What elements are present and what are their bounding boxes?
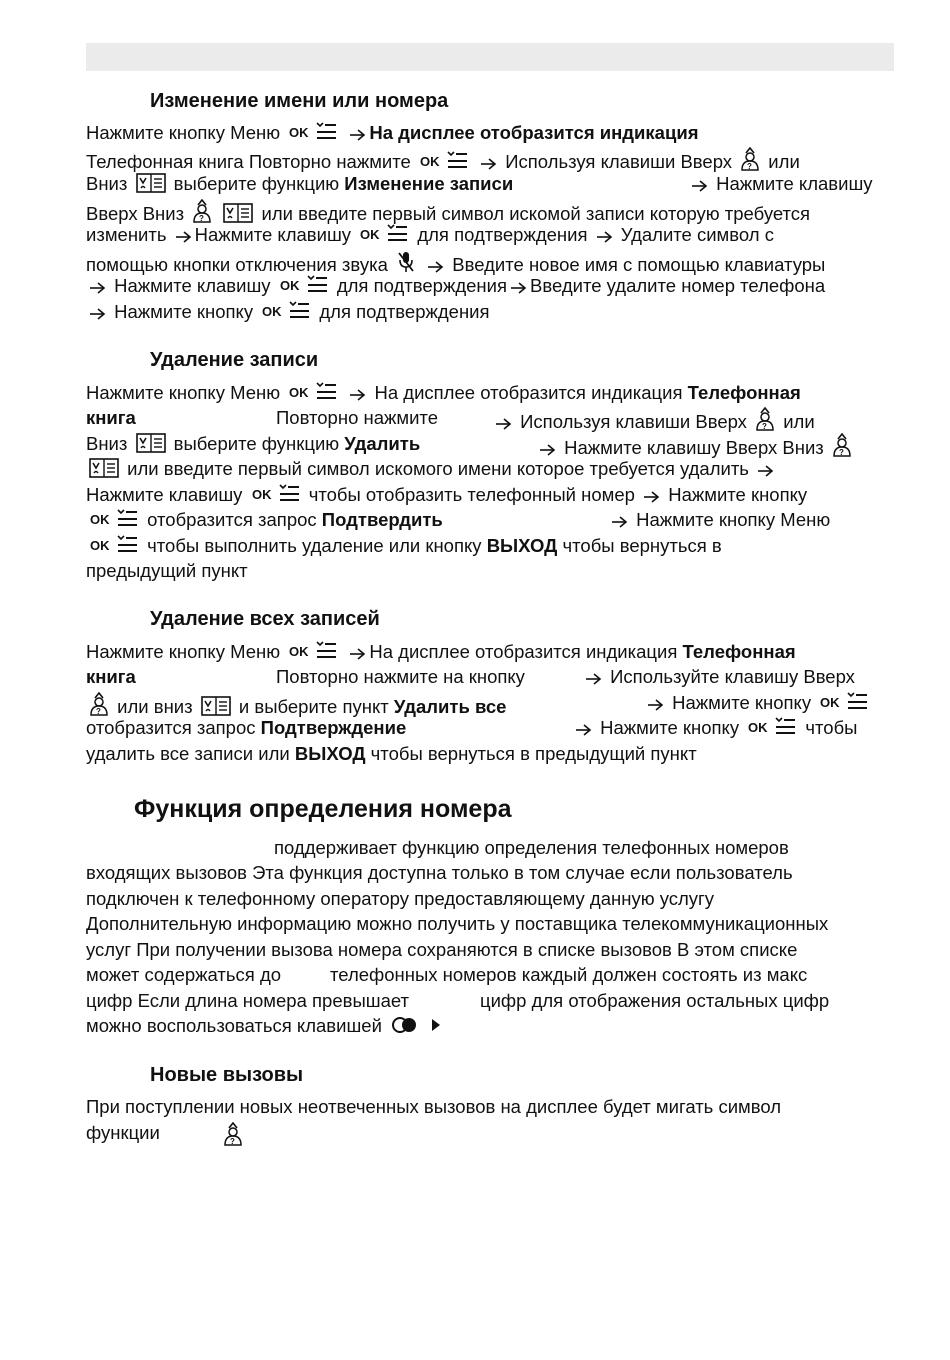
text-line: входящих вызовов Эта функция доступна только в том случае если пользователь bbox=[86, 862, 793, 883]
ok-menu-icon bbox=[747, 717, 797, 742]
text-line: предыдущий пункт bbox=[86, 560, 248, 581]
svg-text:?: ? bbox=[96, 707, 101, 716]
text-line: Нажмите кнопку Меню OK На дисплее отобразится индикация Телефонная bbox=[86, 382, 801, 407]
arrow-icon bbox=[349, 125, 366, 147]
text-line: услуг При получении вызова номера сохраняются в списке вызовов В этом списке bbox=[86, 939, 798, 960]
text-line: телефонных номеров каждый должен состоять из макс bbox=[330, 964, 808, 985]
text-line: Нажмите кнопку OK чтобы bbox=[572, 717, 857, 742]
text-line: Нажмите клавишу bbox=[688, 173, 873, 198]
arrow-icon bbox=[585, 669, 602, 691]
call-log-icon bbox=[223, 1122, 243, 1151]
arrow-icon bbox=[349, 385, 366, 407]
text-line: может содержаться до bbox=[86, 964, 282, 985]
svg-text:OK: OK bbox=[820, 695, 840, 710]
call-log-icon bbox=[832, 433, 852, 462]
arrow-icon bbox=[349, 644, 366, 666]
arrow-icon bbox=[757, 461, 774, 483]
text-line: отобразится запрос Подтверждение bbox=[86, 717, 407, 738]
text-line: можно воспользоваться клавишей bbox=[86, 1015, 449, 1040]
text-line: Нажмите кнопку OK bbox=[644, 692, 872, 717]
ok-menu-icon bbox=[288, 641, 338, 666]
arrow-icon bbox=[691, 176, 708, 198]
arrow-icon bbox=[596, 227, 613, 249]
text-line: удалить все записи или ВЫХОД чтобы вернуться в предыдущий пункт bbox=[86, 743, 697, 764]
ok-menu-icon bbox=[819, 692, 869, 717]
text-line: Повторно нажмите bbox=[276, 407, 438, 428]
arrow-icon bbox=[647, 695, 664, 717]
arrow-icon bbox=[611, 512, 628, 534]
svg-text:?: ? bbox=[838, 448, 844, 457]
top-header-bar bbox=[86, 43, 894, 71]
heading-delete-all: Удаление всех записей bbox=[150, 608, 380, 630]
ok-menu-icon bbox=[89, 535, 139, 560]
text-line: Используйте клавишу Вверх bbox=[582, 666, 855, 691]
text-line: или введите первый символ искомого имени которое требуется удалить bbox=[86, 458, 777, 483]
text-line: Нажмите кнопку Меню OK На дисплее отобразится индикация Телефонная bbox=[86, 641, 796, 666]
text-line: Нажмите кнопку OK для подтверждения bbox=[86, 301, 490, 326]
svg-text:OK: OK bbox=[289, 125, 309, 140]
text-line: поддерживает функцию определения телефонных номеров bbox=[274, 837, 789, 858]
svg-text:OK: OK bbox=[748, 720, 768, 735]
svg-text:OK: OK bbox=[279, 278, 300, 293]
arrow-icon bbox=[175, 227, 192, 249]
phonebook-icon bbox=[136, 173, 166, 198]
svg-text:OK: OK bbox=[360, 227, 380, 242]
text-line: Нажмите клавишу OK чтобы отобразить телефонный номер Нажмите кнопку bbox=[86, 484, 807, 509]
text-line: Нажмите кнопку Меню bbox=[608, 509, 830, 534]
text-line: книга bbox=[86, 407, 136, 428]
text-line: OK чтобы выполнить удаление или кнопку ВЫХОД чтобы вернуться в bbox=[86, 535, 722, 560]
svg-text:?: ? bbox=[747, 162, 753, 171]
text-line bbox=[220, 1122, 246, 1151]
ok-menu-icon bbox=[359, 224, 409, 249]
text-line: подключен к телефонному оператору предоставляющему данную услугу bbox=[86, 888, 715, 909]
arrow-icon bbox=[89, 304, 106, 326]
text-line: Вверх Вниз ? или введите первый символ искомой записи которую требуется bbox=[86, 199, 810, 228]
text-line: помощью кнопки отключения звука Введите новое имя с помощью клавиатуры bbox=[86, 250, 825, 279]
arrow-icon bbox=[575, 720, 592, 742]
phonebook-icon bbox=[89, 458, 119, 483]
ok-menu-icon bbox=[288, 122, 338, 147]
heading-caller-id: Функция определения номера bbox=[134, 795, 512, 823]
ok-menu-icon bbox=[251, 484, 301, 509]
svg-text:?: ? bbox=[199, 214, 205, 223]
text-line: Нажмите кнопку Меню OK На дисплее отобразится индикация bbox=[86, 122, 699, 147]
phonebook-icon bbox=[136, 433, 166, 458]
call-log-icon bbox=[740, 147, 760, 176]
ok-menu-icon bbox=[89, 509, 139, 534]
text-line: функции bbox=[86, 1122, 160, 1143]
text-line: При поступлении новых неотвеченных вызовов на дисплее будет мигать символ bbox=[86, 1096, 782, 1117]
heading-edit: Изменение имени или номера bbox=[150, 90, 449, 112]
arrow-icon bbox=[89, 278, 106, 300]
heading-new-calls: Новые вызовы bbox=[150, 1064, 304, 1086]
svg-text:?: ? bbox=[762, 422, 767, 431]
heading-delete: Удаление записи bbox=[150, 349, 319, 371]
text-line: цифр для отображения остальных цифр bbox=[480, 990, 830, 1011]
text-line: Повторно нажмите на кнопку bbox=[276, 666, 525, 687]
text-line: Дополнительную информацию можно получить у поставщика телекоммуникационных bbox=[86, 913, 829, 934]
svg-text:OK: OK bbox=[289, 644, 309, 659]
text-line: Нажмите клавишу OK для подтверждения Введите удалите номер телефона bbox=[86, 275, 825, 300]
arrow-icon bbox=[510, 278, 527, 300]
arrow-icon bbox=[643, 487, 660, 509]
svg-text:OK: OK bbox=[90, 512, 110, 527]
text-line: Телефонная книга Повторно нажмите OK Используя клавиши Вверх ? или bbox=[86, 147, 800, 176]
text-line: ? или вниз и выберите пункт Удалить все bbox=[86, 692, 506, 721]
ok-menu-icon bbox=[288, 382, 338, 407]
svg-text:OK: OK bbox=[262, 304, 282, 319]
svg-text:OK: OK bbox=[90, 538, 110, 553]
arrow-icon bbox=[495, 414, 512, 436]
text-line: OK отобразится запрос Подтвердить bbox=[86, 509, 443, 534]
ok-menu-icon bbox=[279, 275, 329, 300]
text-line: книга bbox=[86, 666, 136, 687]
svg-text:OK: OK bbox=[251, 487, 272, 502]
text-line: Нажмите клавишу Вверх Вниз ? bbox=[536, 433, 855, 462]
svg-text:OK: OK bbox=[419, 154, 440, 169]
navigation-key-icon bbox=[390, 1015, 446, 1040]
ok-menu-icon bbox=[261, 301, 311, 326]
svg-text:OK: OK bbox=[289, 385, 309, 400]
text-line: Вниз выберите функцию Изменение записи bbox=[86, 173, 513, 198]
text-line: цифр Если длина номера превышает bbox=[86, 990, 410, 1011]
text-line: изменить Нажмите клавишу OK для подтверждения Удалите символ с bbox=[86, 224, 774, 249]
text-line: Используя клавиши Вверх ? или bbox=[492, 407, 815, 436]
svg-text:?: ? bbox=[230, 1137, 235, 1146]
call-log-icon bbox=[755, 407, 775, 436]
text-line: Вниз выберите функцию Удалить bbox=[86, 433, 420, 458]
